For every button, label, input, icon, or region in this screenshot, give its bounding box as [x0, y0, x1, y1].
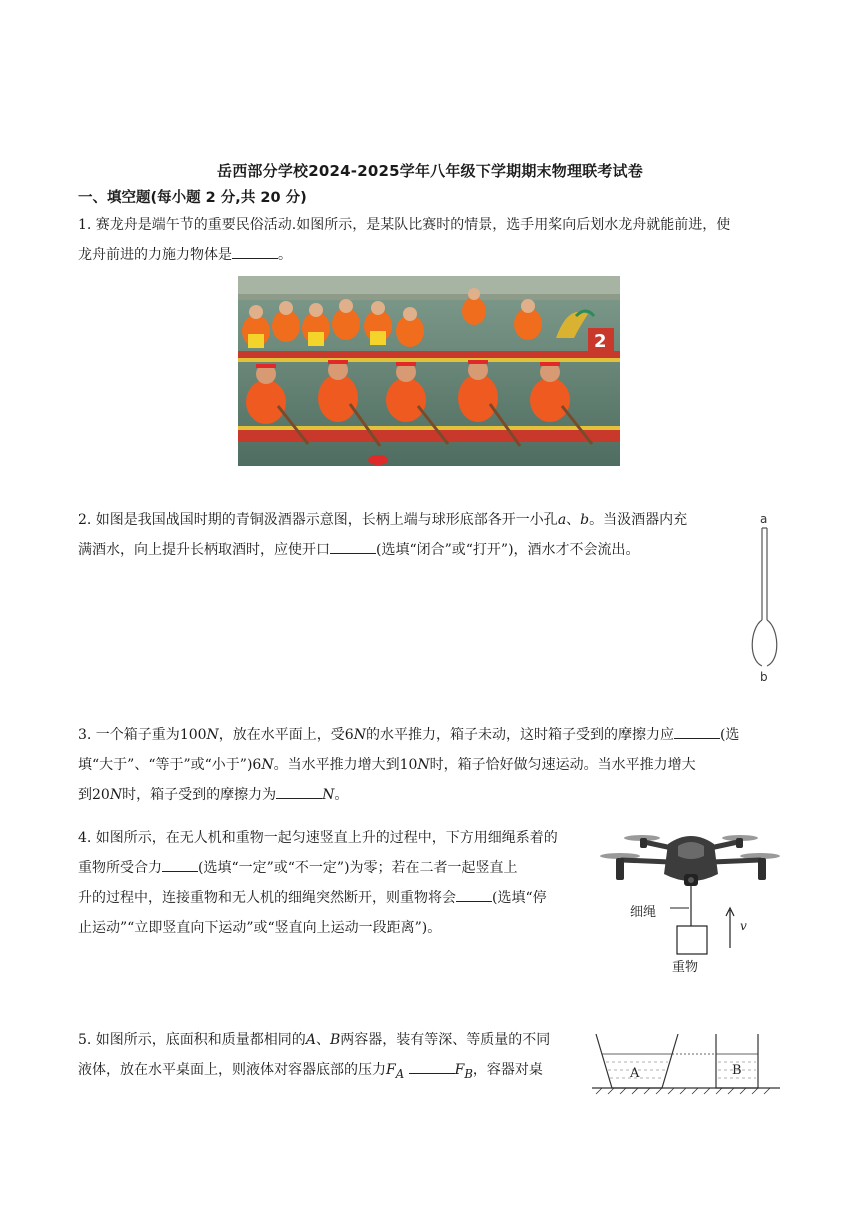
weight-label: 重物 [672, 960, 699, 975]
containers-diagram [592, 1030, 782, 1096]
question-2 [78, 505, 738, 565]
wine-scoop-diagram [740, 510, 790, 686]
section-heading: 一、填空题(每小题 2 分,共 20 分) [78, 190, 307, 206]
q4-line4: 止运动”“立即竖直向下运动”或“竖直向上运动一段距离”)。 [78, 920, 442, 936]
page-title: 岳西部分学校2024-2025学年八年级下学期期末物理联考试卷 [217, 162, 643, 180]
answer-blank[interactable] [276, 784, 322, 799]
question-3 [78, 720, 782, 810]
hole-b-label: b [760, 670, 768, 684]
q3-line2: 填“大于”、“等于”或“小于”)6N。当水平推力增大到10N时，箱子恰好做匀速运动。当水平推力增大 [78, 757, 696, 773]
question-4 [78, 823, 590, 943]
drone-diagram [600, 826, 782, 978]
q4-line2: 重物所受合力 (选填“一定”或“不一定”)为零；若在二者一起竖直上 [78, 853, 590, 883]
dragon-boat-illustration [238, 276, 620, 466]
answer-blank[interactable] [409, 1059, 455, 1074]
answer-blank[interactable] [330, 539, 376, 554]
q4-line1: 4. 如图所示，在无人机和重物一起匀速竖直上升的过程中，下方用细绳系着的 [78, 830, 558, 846]
q1-line2: 龙舟前进的力施力物体是 。 [78, 240, 782, 270]
question-5 [78, 1025, 578, 1089]
container-b-label: B [732, 1063, 742, 1078]
hole-a-label: a [760, 512, 768, 526]
q4-line3: 升的过程中，连接重物和无人机的细绳突然断开，则重物将会 (选填“停 [78, 883, 590, 913]
q5-line1: 5. 如图所示，底面积和质量都相同的A、B两容器，装有等深、等质量的不同 [78, 1032, 551, 1048]
dragon-boat-photo [238, 276, 620, 466]
q3-line1: 3. 一个箱子重为100N，放在水平面上，受6N的水平推力，箱子未动，这时箱子受到的摩擦力应 (选 [78, 720, 782, 750]
question-1 [78, 210, 782, 270]
answer-blank[interactable] [232, 244, 278, 259]
q5-line2: 液体，放在水平桌面上，则液体对容器底部的压力$F_A$ $F_B$，容器对桌 [78, 1055, 578, 1089]
q2-line1: 2. 如图是我国战国时期的青铜汲酒器示意图，长柄上端与球形底部各开一小孔a、b。当汲酒器内充 [78, 512, 688, 528]
rope-label: 细绳 [630, 905, 657, 920]
answer-blank[interactable] [162, 857, 198, 872]
answer-blank[interactable] [456, 887, 492, 902]
container-a-label: A [630, 1066, 640, 1081]
velocity-label: v [740, 919, 747, 933]
q1-line1: 1. 赛龙舟是端午节的重要民俗活动.如图所示，是某队比赛时的情景，选手用桨向后划水龙舟就能前进，使 [78, 217, 731, 233]
q3-line3: 到20N时，箱子受到的摩擦力为 N。 [78, 780, 782, 810]
q2-line2: 满酒水，向上提升长柄取酒时，应使开口 (选填“闭合”或“打开”)，酒水才不会流出。 [78, 535, 738, 565]
boat-number: 2 [594, 331, 607, 352]
answer-blank[interactable] [674, 724, 720, 739]
